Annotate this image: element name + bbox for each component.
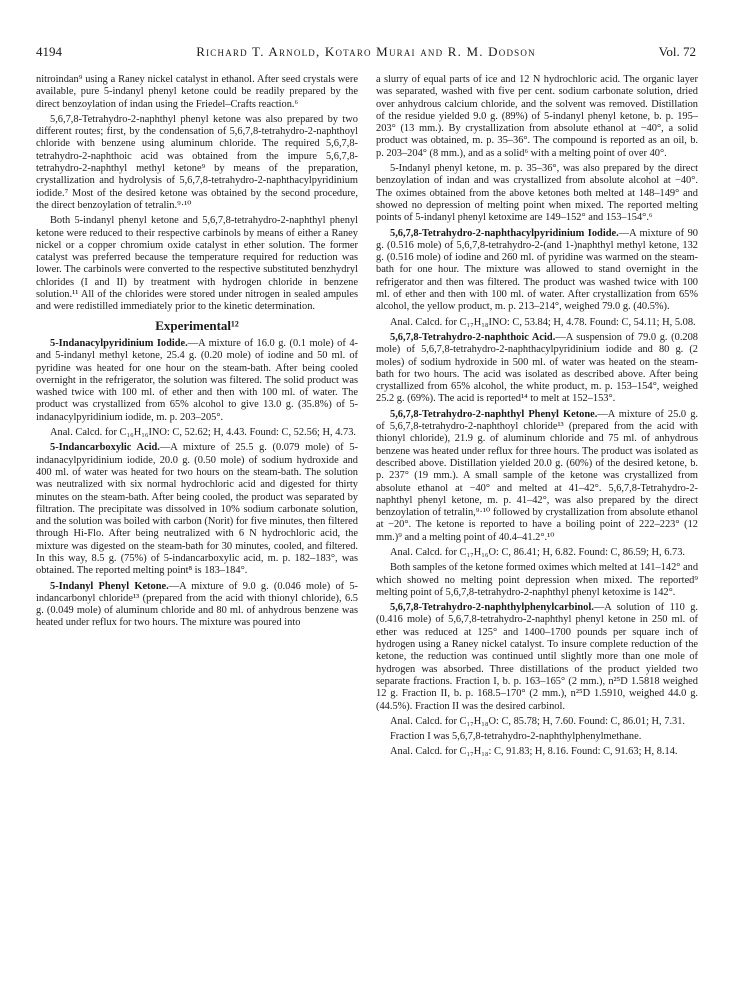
procedure-text: —A mixture of 25.5 g. (0.079 mole) of 5-indanacylpyridinium iodide, 20.0 g. (0.50 mole) of sodium hydroxide and 400 ml. of water was heated for two hours on the steam-bath. The solution was neutralized with six normal hydrochloric acid and digested for thirty minutes on the steam-bath. After being cooled, the product was separated by filtration. The precipitate was dissolved in 10% sodium carbonate solution, and the solution was boiled with carbon (Norit) for five minutes, then filtered through Hi-Flo. After being neutralized with 6 N hydrochloric acid, the mixture was digested on the steam-bath for 30 minutes, cooled, and filtered. In this way, 8.5 g. (75%) of 5-indancarboxylic acid, m. p. 182–183°, was obtained. The reported melting point⁸ is 183–184°. — [36, 442, 358, 577]
page-number: 4194 — [36, 44, 62, 59]
procedure-paragraph — [36, 581, 358, 630]
running-header — [36, 44, 696, 62]
left-column — [36, 74, 358, 974]
analysis-line: Anal. Calcd. for C₁₇H₁₈: C, 91.83; H, 8.16. Found: C, 91.63; H, 8.14. — [390, 746, 678, 758]
analysis-line: Anal. Calcd. for C₁₇H₁₈O: C, 85.78; H, 7.60. Found: C, 86.01; H, 7.31. — [390, 715, 686, 727]
procedure-title: 5,6,7,8-Tetrahydro-2-naphthyl Phenyl Ketone. — [390, 408, 598, 420]
procedure-paragraph — [376, 409, 698, 544]
right-column — [376, 74, 698, 974]
procedure-text: —A solution of 110 g. (0.416 mole) of 5,6,7,8-tetrahydro-2-naphthyl phenyl ketone in 250 ml. of ether was reduced at 125° and 1400–1700 pounds per square inch of hydrogen using a Raney nickel catalyst. To insure complete reduction of the ketone, the reduction was continued until slightly more than one mole of hydrogen was absorbed. Three distillations of the product yielded two separate fractions. Fraction I, b. p. 163–165° (2 mm.), n²⁵D 1.5818 weighed 12 g. Fraction II, b. p. 168.5–170° (2 mm.), n²⁵D 1.5910, weighed 44.0 g. (44.5%). Fraction II was the desired carbinol. — [376, 602, 698, 712]
procedure-text: —A suspension of 79.0 g. (0.208 mole) of 5,6,7,8-tetrahydro-2-naphthacylpyridinium iodide and 80 g. (2 moles) of sodium hydroxide in 500 ml. of water was heated on the steam-bath for two hours. The acid was isolated as described above. After being crystallized from 65% alcohol, the white product, m. p. 153–154°, weighed 25.2 g. (69%). The acid is reported¹⁴ to melt at 152–153°. — [376, 331, 698, 405]
procedure-title: 5,6,7,8-Tetrahydro-2-naphthylphenylcarbinol. — [390, 602, 594, 614]
procedure-title: 5-Indancarboxylic Acid. — [50, 442, 160, 454]
paragraph: 5-Indanyl phenyl ketone, m. p. 35–36°, was also prepared by the direct benzoylation of indan and was crystallized from absolute alcohol at −40°. The oximes obtained from the above ketones both melted at 148–149° and showed no depression of melting point when mixed. The reported melting points of 5-indanyl phenyl ketoxime are 149–152° and 153–154°.⁶ — [376, 163, 698, 224]
paragraph: nitroindan⁹ using a Raney nickel catalyst in ethanol. After seed crystals were available, pure 5-indanyl phenyl ketone could be readily prepared by the direct benzoylation of indan using the Friedel–Crafts reaction.⁶ — [36, 74, 358, 110]
procedure-paragraph — [376, 332, 698, 406]
procedure-title: 5,6,7,8-Tetrahydro-2-naphthacylpyridinium Iodide. — [390, 227, 619, 239]
procedure-title: 5-Indanyl Phenyl Ketone. — [50, 580, 169, 592]
volume-label: Vol. 72 — [658, 44, 696, 59]
analysis-line: Anal. Calcd. for C₁₇H₁₆O: C, 86.41; H, 6.82. Found: C, 86.59; H, 6.73. — [390, 546, 686, 558]
procedure-title: 5-Indanacylpyridinium Iodide. — [50, 337, 188, 349]
analysis-line: Anal. Calcd. for C₁₆H₁₆INO: C, 52.62; H, 4.43. Found: C, 52.56; H, 4.73. — [50, 427, 356, 439]
paragraph: Both 5-indanyl phenyl ketone and 5,6,7,8-tetrahydro-2-naphthyl phenyl ketone were reduced to their respective carbinols by means of either a Raney nickel or a copper chromium oxide catalyst in ether solution. The former catalyst was preferred because the temperature required for reduction was lower. The carbinols were converted to the respective substituted benzhydryl chlorides (I and II) by treatment with hydrogen chloride in benzene solution.¹¹ All of the chlorides were stored under nitrogen in sealed ampules and were redistilled immediately prior to the kinetic determination. — [36, 215, 358, 313]
procedure-text: —A mixture of 90 g. (0.516 mole) of 5,6,7,8-tetrahydro-2-(and 1-)naphthyl methyl ketone, 132 g. (0.516 mole) of iodine and 260 ml. of pyridine was warmed on the steam-bath for one hour. The mixture was allowed to stand overnight in the refrigerator and then was filtered. The product was washed twice with 100 ml. of ether and then with 100 ml. of water. After crystallization from 65% alcohol, the yellow product, m. p. 213–214°, weighed 79.0 g. (40.5%). — [376, 227, 698, 313]
paragraph: Fraction I was 5,6,7,8-tetrahydro-2-naphthylphenylmethane. — [390, 731, 642, 743]
procedure-paragraph — [376, 602, 698, 713]
paragraph: Both samples of the ketone formed oximes which melted at 141–142° and which showed no melting point depression when mixed. The reported⁹ melting point of 5,6,7,8-tetrahydro-2-naphthyl phenyl ketoxime is 142°. — [376, 562, 698, 598]
procedure-paragraph — [376, 228, 698, 314]
section-heading: Experimental¹² — [155, 317, 239, 333]
procedure-title: 5,6,7,8-Tetrahydro-2-naphthoic Acid. — [390, 331, 556, 343]
procedure-paragraph — [36, 338, 358, 424]
analysis-line: Anal. Calcd. for C₁₇H₁₈INO: C, 53.84; H, 4.78. Found: C, 54.11; H, 5.08. — [390, 316, 696, 328]
paragraph: a slurry of equal parts of ice and 12 N hydrochloric acid. The organic layer was separated, washed with five per cent. sodium carbonate solution, dried over anhydrous calcium chloride, and the solvent was removed. Distillation of the residue yielded 9.0 g. (89%) of 5-indanyl phenyl ketone, b. p. 195–203° (13 mm.). By crystallization from absolute ethanol at −40°, a solid product was obtained, m. p. 35–36°. The compound is reported as an oil, b. p. 203–204° (8 mm.), and as a solid⁶ with a melting point of over 40°. — [376, 74, 698, 159]
procedure-paragraph — [36, 442, 358, 577]
procedure-text: —A mixture of 9.0 g. (0.046 mole) of 5-indancarbonyl chloride¹³ (prepared from the acid with thionyl chloride), 6.5 g. (0.049 mole) of aluminum chloride and 80 ml. of anhydrous benzene was heated under reflux for two hours. The mixture was poured into — [36, 580, 358, 629]
procedure-text: —A mixture of 25.0 g. of 5,6,7,8-tetrahydro-2-naphthoyl chloride¹³ (prepared from the acid with thionyl chloride), 21.9 g. of aluminum chloride and 75 ml. of anhydrous benzene was heated under reflux for three hours. The product was isolated as described above. Distillation yielded 20.0 g. (60%) of the desired ketone, b. p. 237° (19 mm.). A small sample of the ketone was crystallized from absolute ethanol at −40° and melted at 41–42°. 5,6,7,8-Tetrahydro-2-naphthyl phenyl ketone, m. p. 41–42°, was also prepared by the direct benzoylation of tetralin,⁹·¹⁰ followed by crystallization from absolute ethanol at −20°. The ketone is reported to have a boiling point of 222–223° (12 mm.)⁹ and a melting point of 40.4–41.2°.¹⁰ — [376, 408, 698, 543]
procedure-text: —A mixture of 16.0 g. (0.1 mole) of 4-and 5-indanyl methyl ketone, 25.4 g. (0.20 mole) of iodine and 50 ml. of pyridine was heated for one hour on the steam-bath. After being cooled overnight in the refrigerator, the solution was filtered. The solid product was washed twice with 100 ml. of ether and then with 100 ml. of water. The product was crystallized from 65% alcohol to give 13.0 g. (35.8%) of 5-indanacylpyridinium iodide, m. p. 203–205°. — [36, 337, 358, 423]
paragraph: 5,6,7,8-Tetrahydro-2-naphthyl phenyl ketone was also prepared by two different routes; first, by the condensation of 5,6,7,8-tetrahydro-2-naphthoyl chloride with benzene using aluminum chloride. The required 5,6,7,8-tetrahydro-2-naphthoic acid was obtained from the impure 5,6,7,8-tetrahydro-2-naphthyl methyl ketone⁹ by means of the preparation, crystallization and hydrolysis of 5,6,7,8-tetrahydro-2-naphthacylpyridinium iodide.⁷ Most of the desired ketone was obtained by the second procedure, the direct benzoylation of tetralin.⁹·¹⁰ — [36, 113, 358, 211]
running-authors: Richard T. Arnold, Kotaro Murai and R. M. Dodson — [196, 44, 536, 59]
